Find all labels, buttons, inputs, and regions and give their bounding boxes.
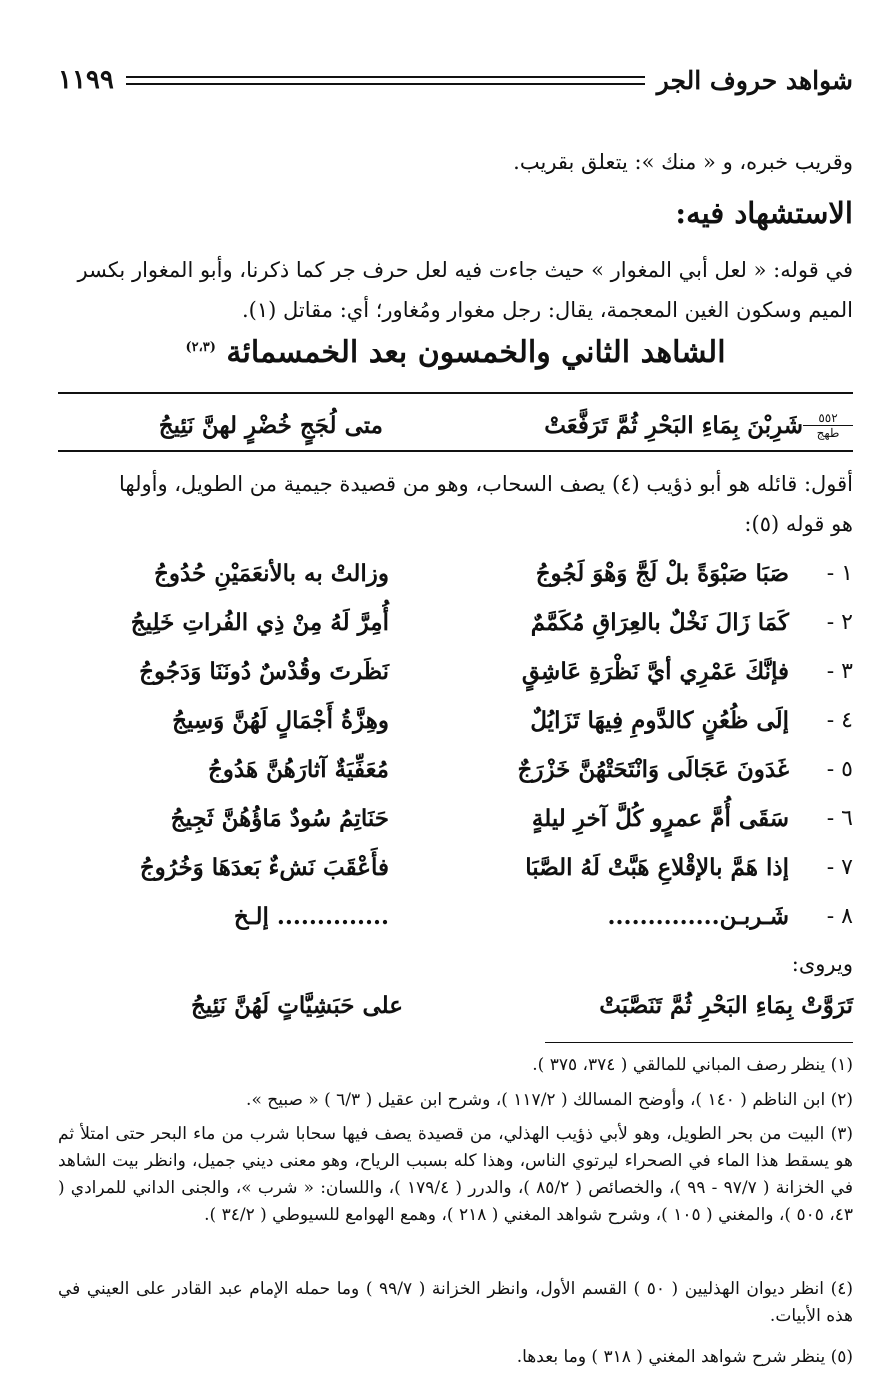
shahid-heading: [58, 335, 853, 370]
poem-hemistich-1: سَقَى أُمَّ عمرٍو كُلَّ آخرِ ليلةٍ: [531, 804, 789, 832]
poem-hemistich-1: صَبَا صَبْوَةً بلْ لَجَّ وَهْوَ لَجُوجُ: [535, 559, 789, 587]
yurwa-label: ويروى:: [791, 952, 853, 976]
poem-line: [58, 891, 853, 941]
poem-hemistich-2: وزالتْ به بالأنعَمَيْنِ حُدُوجُ: [154, 559, 389, 587]
poem-hemistich-1: غَدَونَ عَجَالَى وَانْتَحَتْهُنَّ خَزْرَجٌ: [517, 755, 789, 783]
poem-line-number: ٨ -: [826, 903, 853, 929]
running-header: [58, 62, 853, 98]
poem-hemistich-1: كَمَا زَالَ نَخْلٌ بالعِرَاقِ مُكَمَّمٌ: [530, 608, 789, 636]
footnote-rule: [545, 1042, 853, 1043]
poem-line-number: ٢ -: [826, 609, 853, 635]
verse-top-rule: [58, 392, 853, 394]
poem-hemistich-1: إلَى ظُعُنٍ كالدَّومِ فِيهَا تَزَايُلٌ: [530, 706, 789, 734]
footnote-2: (٢) ابن الناظم ( ١٤٠ )، وأوضح المسالك ( ١١٧/٢ )، وشرح ابن عقيل ( ٦/٣ ) « صبيح ».: [246, 1090, 853, 1110]
poem-line-number: ١ -: [826, 560, 853, 586]
yurwa-hemistich-2: على حَبَشِيَّاتٍ لَهُنَّ نَئِيجُ: [190, 991, 403, 1019]
yurwa-hemistich-1: تَرَوَّتْ بِمَاءِ البَحْرِ ثُمَّ تَنَصَّبَتْ: [599, 991, 853, 1019]
intro-line: وقريب خبره، و « منك »: يتعلق بقريب.: [513, 150, 853, 174]
poem-line-number: ٤ -: [826, 707, 853, 733]
shahid-heading-ref: (٢،٣): [185, 340, 216, 355]
header-title: شواهد حروف الجر: [656, 65, 853, 95]
poem-hemistich-2: حَنَاتِمُ سُودٌ مَاؤُهُنَّ ثَجِيجُ: [170, 804, 389, 832]
poem-line-number: ٦ -: [826, 805, 853, 831]
poem-line: [58, 793, 853, 843]
footnote-1: (١) ينظر رصف المباني للمالقي ( ٣٧٤، ٣٧٥ ).: [532, 1055, 853, 1075]
poem-line-number: ٥ -: [826, 756, 853, 782]
poem-line: [58, 744, 853, 794]
footnote-4: (٤) انظر ديوان الهذليين ( ٥٠ ) القسم الأول، وانظر الخزانة ( ٩٩/٧ ) وما حمله الإمام عبد القادر على العيني في هذه الأبيات.: [58, 1279, 853, 1326]
verse-tag: [803, 411, 853, 440]
poem-line: [58, 695, 853, 745]
poem-line: [58, 548, 853, 598]
poem-hemistich-2: فأَعْقَبَ نَشءٌ بَعدَهَا وَخُرُوجُ: [139, 853, 389, 881]
poem-line: [58, 646, 853, 696]
yurwa-verse: [58, 980, 853, 1030]
poem-hemistich-2: مُعَفِّيَةٌ آثارَهُنَّ هَدُوجُ: [207, 755, 389, 783]
page-number: ١١٩٩: [58, 65, 114, 95]
poem-hemistich-1: إذا هَمَّ بالإقْلاعِ هَبَّتْ لَهُ الصَّبَا: [525, 853, 789, 881]
poem-hemistich-2: نَظَرتَ وقُدْسٌ دُونَنَا وَدَجُوجُ: [139, 657, 389, 685]
poem-hemistich-1: فإنَّكَ عَمْرِي أيَّ نَظْرَةِ عَاشِقٍ: [521, 657, 789, 685]
poem-line-number: ٣ -: [826, 658, 853, 684]
verse-tag-number: ٥٥٢: [803, 411, 853, 426]
aqulu-line-1: أقول: قائله هو أبو ذؤيب (٤) يصف السحاب، وهو من قصيدة جيمية من الطويل، وأولها: [119, 472, 853, 496]
poem-hemistich-1: شَـربـن..............: [607, 902, 789, 930]
verse-bottom-rule: [58, 450, 853, 452]
poem-line: [58, 597, 853, 647]
header-rule: [126, 76, 645, 85]
main-verse: [58, 400, 853, 450]
main-verse-hemistich-1: شَرِبْنَ بِمَاءِ البَحْرِ ثُمَّ تَرَفَّعَتْ: [544, 411, 803, 439]
footnote-3: (٣) البيت من بحر الطويل، وهو لأبي ذؤيب الهذلي، من قصيدة يصف فيها سحابا شرب من ماء البحر حتى امتلأ ثم هو يسقط هذا الماء في الصحراء ليرتوي الناس، وهذا كله بسبب الرياح، وهو معنى ديني جميل، وانظر بيت الشاهد في الخزانة ( ٩٧/٧ - ٩٩ )، والخصائص ( ٨٥/٢ )، والدرر ( ١٧٩/٤ )، واللسان: « شرب »، والجنى الداني للمرادي ( ٤٣، ٥٠٥ )، والمغني ( ١٠٥ )، وشرح شواهد المغني ( ٢١٨ )، وهمع الهوامع للسيوطي ( ٣٤/٢ ).: [58, 1124, 853, 1225]
main-verse-hemistich-2: متى لُجَجٍ خُضْرٍ لهنَّ نَئِيجُ: [158, 411, 383, 439]
istishhad-line-2: الميم وسكون الغين المعجمة، يقال: رجل مغوار ومُغاور؛ أي: مقاتل (١).: [242, 298, 853, 322]
istishhad-line-1: في قوله: « لعل أبي المغوار » حيث جاءت فيه لعل حرف جر كما ذكرنا، وأبو المغوار بكسر: [77, 258, 853, 282]
poem-hemistich-2: .............. إلـخ: [233, 902, 389, 930]
shahid-heading-text: الشاهد الثاني والخمسون بعد الخمسمائة: [226, 335, 726, 370]
verse-tag-code: طهج: [816, 425, 840, 440]
aqulu-line-2: هو قوله (٥):: [744, 512, 853, 536]
poem-line-number: ٧ -: [826, 854, 853, 880]
poem-hemistich-2: وهِزَّةُ أَجْمَالٍ لَهُنَّ وَسِيجُ: [172, 706, 389, 734]
section-heading: الاستشهاد فيه:: [675, 196, 853, 230]
footnote-5: (٥) ينظر شرح شواهد المغني ( ٣١٨ ) وما بعدها.: [516, 1347, 853, 1367]
poem-line: [58, 842, 853, 892]
poem-hemistich-2: أُمِرَّ لَهُ مِنْ ذِي الفُراتِ خَلِيجُ: [130, 608, 389, 636]
